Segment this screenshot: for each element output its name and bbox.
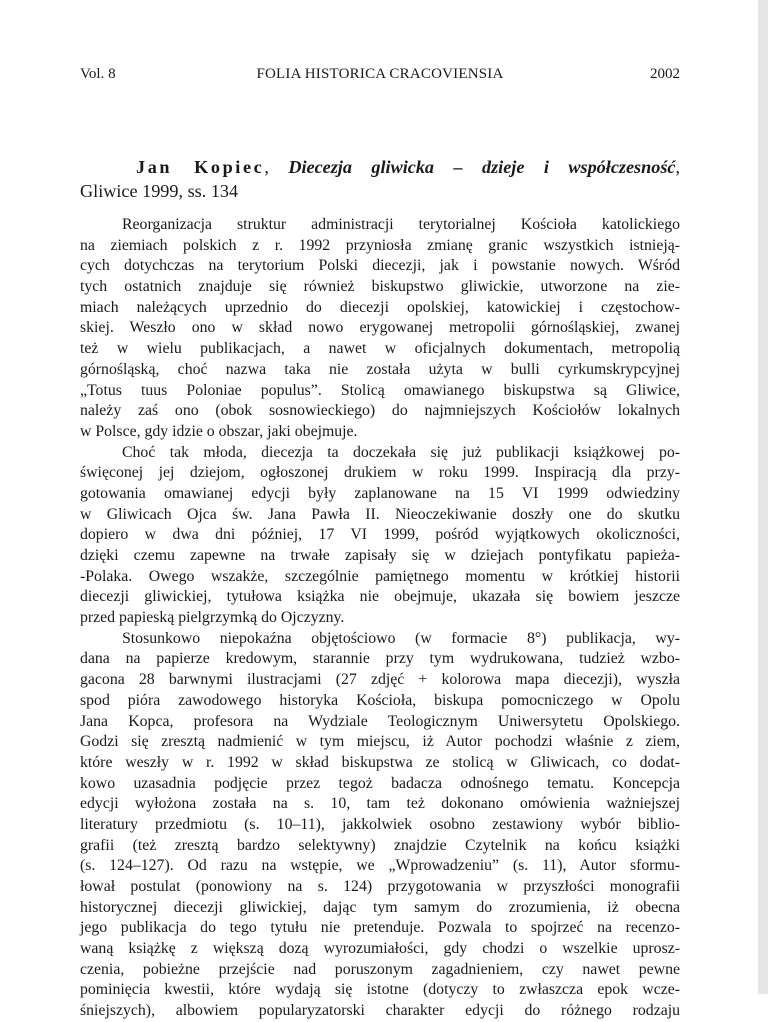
text-line: Jana Kopca, profesora na Wydziale Teologicznym Uniwersytetu Opolskiego. bbox=[80, 712, 680, 730]
review-imprint: Gliwice 1999, ss. 134 bbox=[80, 181, 239, 201]
text-line: literatury przedmiotu (s. 10–11), jakkolwiek osobno zestawiony wybór biblio- bbox=[80, 815, 680, 833]
year-label: 2002 bbox=[650, 66, 680, 82]
review-body-text bbox=[80, 215, 680, 1022]
scan-edge bbox=[758, 0, 768, 994]
running-head bbox=[80, 64, 680, 84]
text-line: kowo uzasadnia podjęcie przez tegoż badacza odnośnego tematu. Koncepcja bbox=[80, 774, 680, 792]
text-line: pominięcia kwestii, które wydają się istotne (dotyczy to zwłaszcza epok wcze- bbox=[80, 981, 680, 999]
text-line: skiej. Weszło ono w skład nowo erygowanej metropolii górnośląskiej, zwanej bbox=[80, 319, 680, 337]
text-line: Godzi się zresztą nadmienić w tym miejscu, iż Autor pochodzi właśnie z ziem, bbox=[80, 733, 680, 751]
text-line: diecezji gliwickiej, tytułowa książka nie obejmuje, ukazała się bowiem jeszcze bbox=[80, 588, 680, 606]
text-line: grafii (też zresztą bardzo selektywny) znajdzie Czytelnik na końcu książki bbox=[80, 836, 680, 854]
text-line: gotowania omawianej edycji były zaplanowane na 15 VI 1999 odwiedziny bbox=[80, 484, 680, 502]
text-line: śniejszych), albowiem popularyzatorski charakter edycji do różnego rodzaju bbox=[80, 1002, 680, 1020]
review-book-title: Diecezja gliwicka – dzieje i współczesność bbox=[288, 157, 676, 177]
text-line: Stosunkowo niepokaźna objętościowo (w formacie 8°) publikacja, wy- bbox=[122, 629, 680, 647]
text-line: dzięki czemu zapewne na trwałe zapisały się w dziejach pontyfikatu papieża- bbox=[80, 547, 680, 564]
text-line: które weszły w r. 1992 w skład biskupstwa ze stolicą w Gliwicach, co dodat- bbox=[80, 753, 680, 771]
text-line: łował postulat (ponowiony na s. 124) przygotowania w przyszłości monografii bbox=[80, 878, 680, 895]
text-line: (s. 124–127). Od razu na wstępie, we „Wprowadzeniu” (s. 11), Autor sformu- bbox=[80, 857, 680, 875]
text-line: górnośląską, choć nazwa taka nie została użyta w bulli cyrkumskrypcyjnej bbox=[80, 360, 680, 378]
text-line: Choć tak młoda, diecezja ta doczekała się już publikacji książkowej po- bbox=[122, 443, 680, 461]
text-line: przed papieską pielgrzymką do Ojczyzny. bbox=[80, 609, 345, 627]
journal-title: FOLIA HISTORICA CRACOVIENSIA bbox=[256, 66, 504, 82]
text-line: -Polaka. Owego wszakże, szczególnie pamiętnego momentu w krótkiej historii bbox=[80, 567, 680, 585]
text-line: dana na papierze kredowym, starannie przy tym wydrukowana, tudzież wzbo- bbox=[80, 650, 680, 668]
review-author: Jan Kopiec bbox=[136, 157, 265, 177]
text-line: „Totus tuus Poloniae populus”. Stolicą omawianego biskupstwa są Gliwice, bbox=[80, 381, 680, 399]
text-line: należy zaś ono (obok sosnowieckiego) do najmniejszych Kościołów lokalnych bbox=[80, 402, 680, 420]
text-line: waną książkę z większą dozą wyrozumiałości, gdy chodzi o wszelkie uprosz- bbox=[80, 940, 680, 958]
text-line: też w wielu publikacjach, a nawet w oficjalnych dokumentach, metropolią bbox=[80, 340, 680, 358]
text-line: spod pióra zawodowego historyka Kościoła, biskupa pomocniczego w Opolu bbox=[80, 691, 680, 709]
text-line: w Gliwicach Ojca św. Jana Pawła II. Nieoczekiwanie doszły one do skutku bbox=[80, 505, 680, 523]
text-line: historycznej diecezji gliwickiej, dając tym samym do zrozumienia, iż obecna bbox=[80, 898, 680, 916]
text-line: czenia, pobieżne przejście nad poruszonym zagadnieniem, czy nawet pewne bbox=[80, 960, 680, 978]
text-line: jego publikacja do tego tytułu nie pretenduje. Pozwala to spojrzeć na recenzo- bbox=[80, 919, 680, 937]
text-line: święconej jej dziejom, ogłoszonej drukiem w roku 1999. Inspiracją dla przy- bbox=[80, 464, 680, 482]
text-line: w Polsce, gdy idzie o obszar, jaki obejmuje. bbox=[80, 422, 358, 440]
text-line: cych dotychczas na terytorium Polski diecezji, jak i powstanie nowych. Wśród bbox=[80, 257, 680, 275]
text-line: gacona 28 barwnymi ilustracjami (27 zdjęć + kolorowa mapa diecezji), wyszła bbox=[80, 671, 680, 689]
review-heading bbox=[80, 155, 680, 203]
volume-label: Vol. 8 bbox=[80, 66, 116, 82]
text-line: edycji wyłożona została na s. 10, tam też dokonano omówienia ważniejszej bbox=[80, 795, 680, 813]
text-line: tych ostatnich znajduje się również biskupstwo gliwickie, utworzone na zie- bbox=[80, 278, 680, 296]
text-line: na ziemiach polskich z r. 1992 przyniosła zmianę granic wszystkich istnieją- bbox=[80, 236, 680, 254]
text-line: Reorganizacja struktur administracji terytorialnej Kościoła katolickiego bbox=[122, 216, 680, 233]
text-line: miach należących uprzednio do diecezji opolskiej, katowickiej i częstochow- bbox=[80, 298, 680, 316]
review-heading-line: Jan Kopiec, Diecezja gliwicka – dzieje i współczesność, bbox=[136, 157, 681, 177]
text-line: dopiero w dwa dni później, 17 VI 1999, pośród wyjątkowych okoliczności, bbox=[80, 526, 680, 544]
